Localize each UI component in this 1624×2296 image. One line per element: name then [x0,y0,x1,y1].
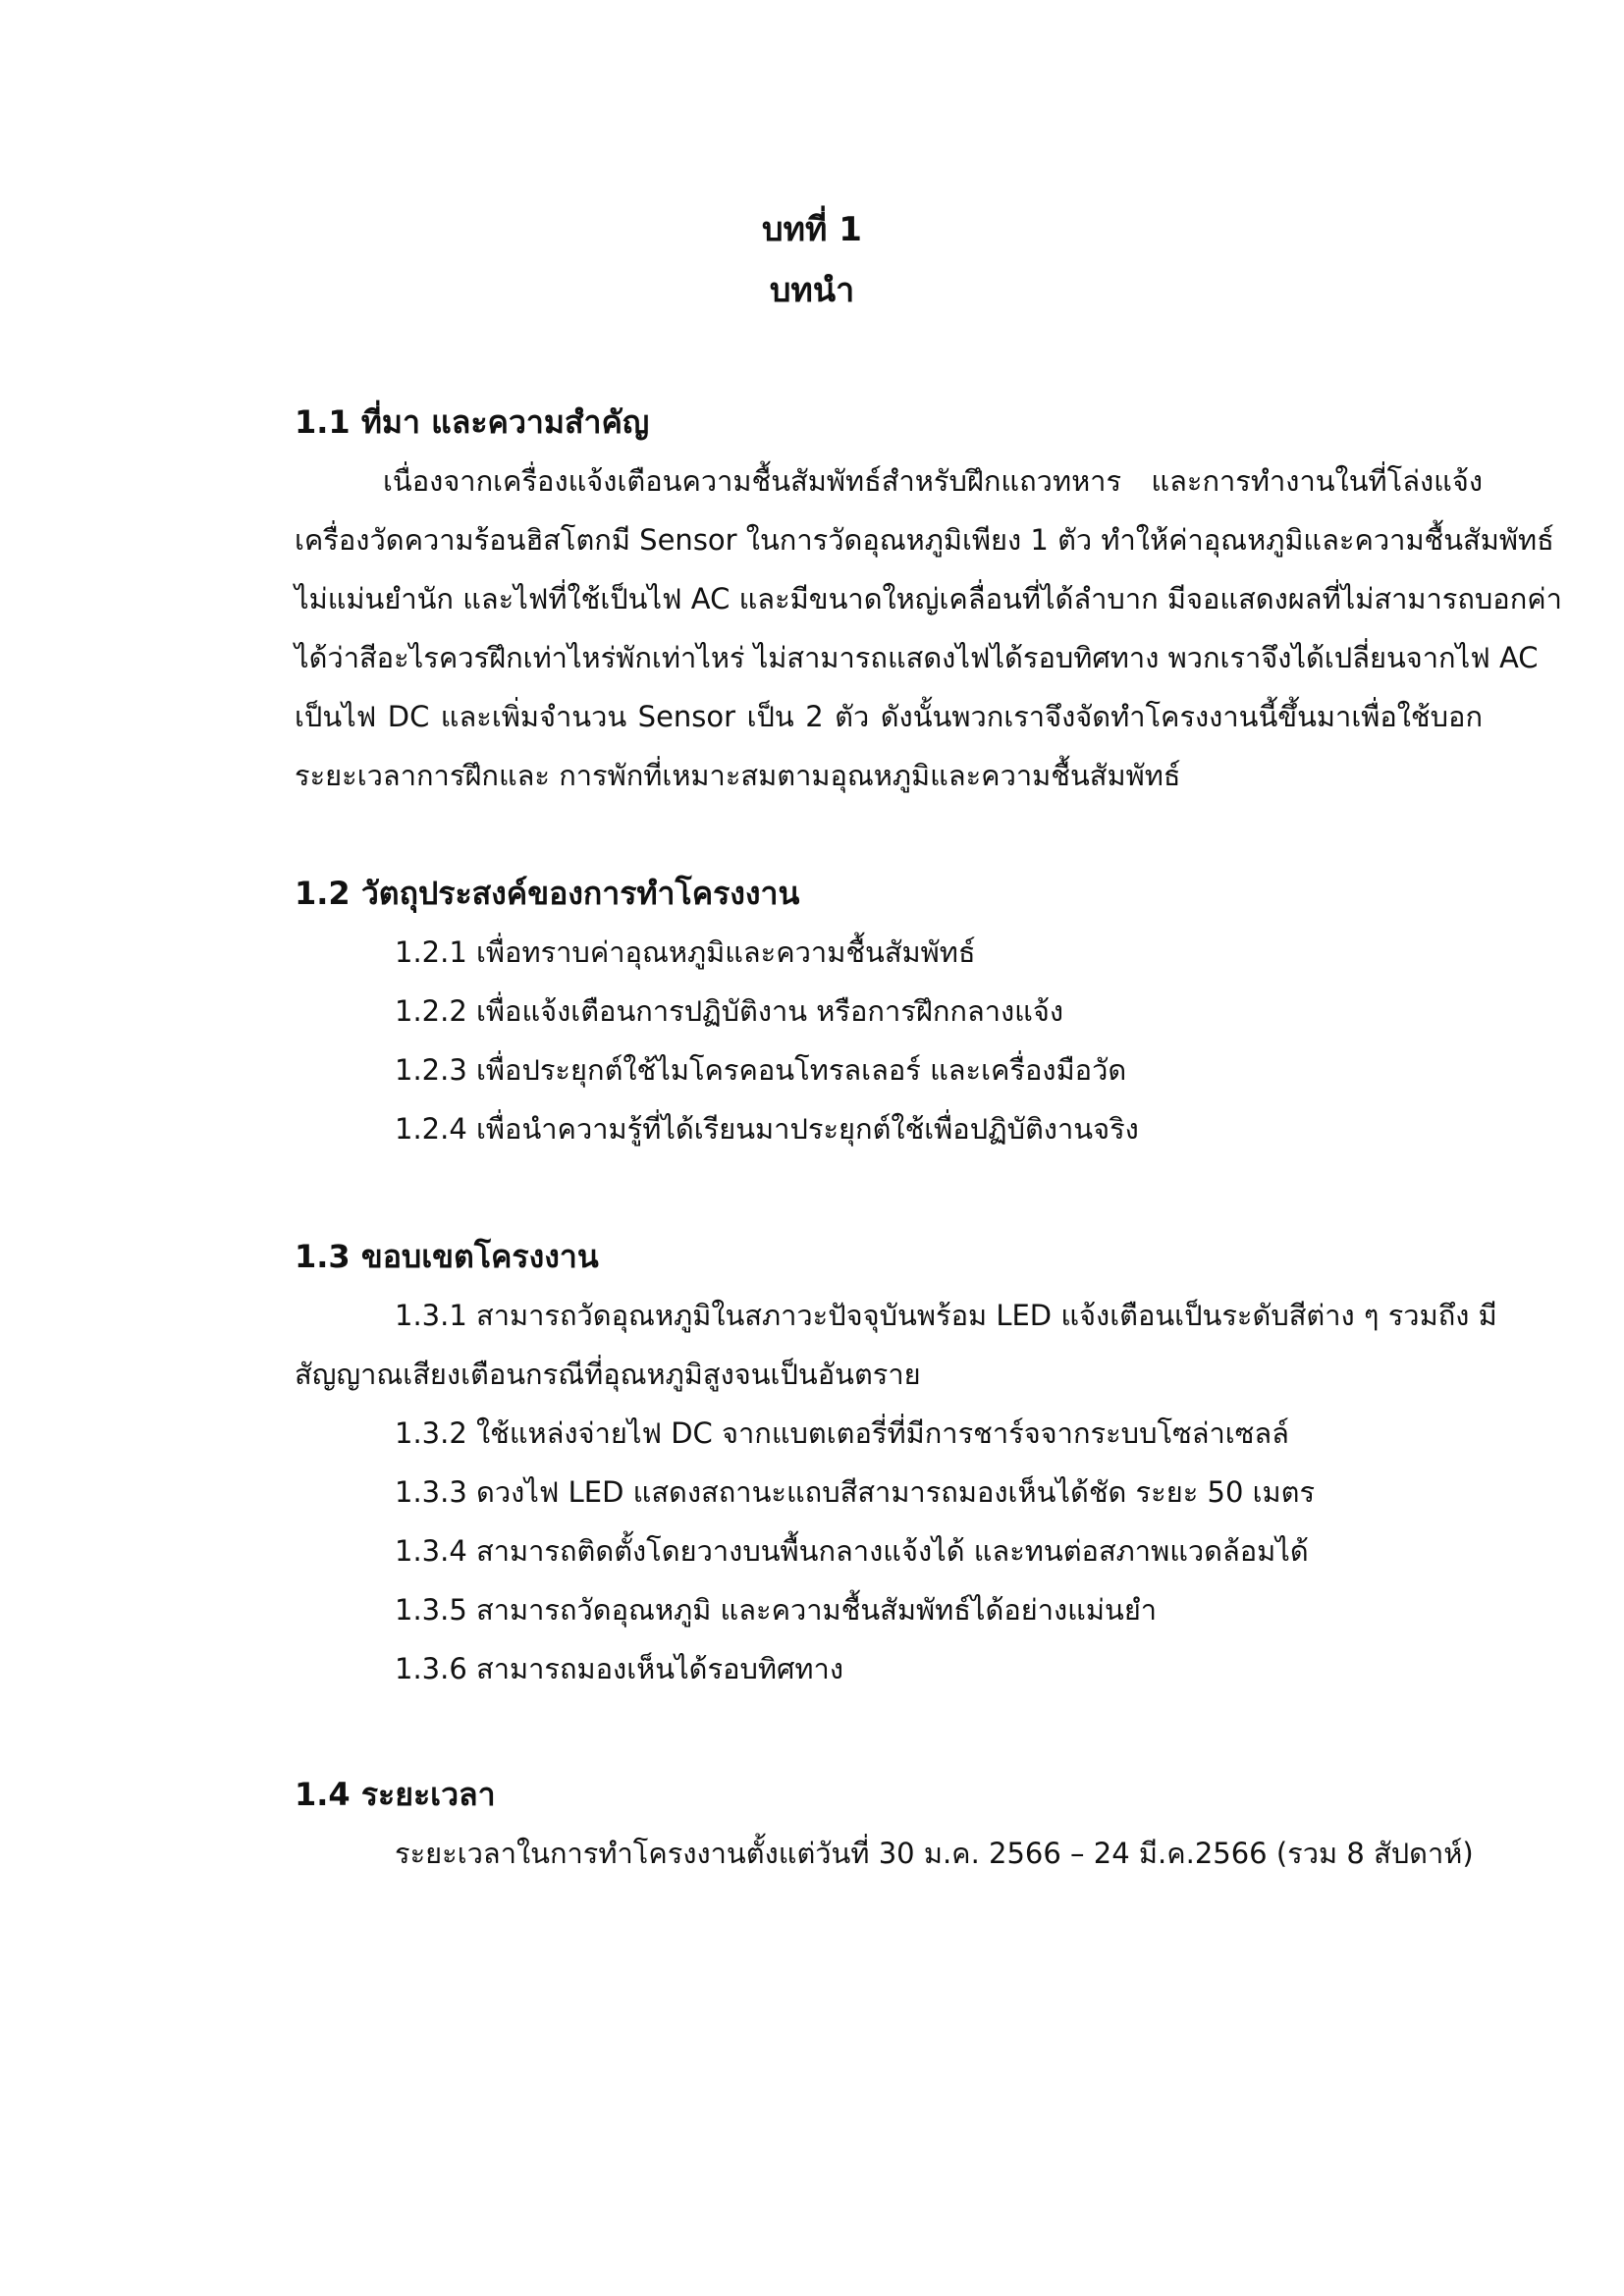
paragraph-line: ไม่แม่นยำนัก และไฟที่ใช้เป็นไฟ AC และมีขนาดใหญ่เคลื่อนที่ได้ลำบาก มีจอแสดงผลที่ไม่สามารถบอกค่า [295,582,1562,615]
list-item-continuation: สัญญาณเสียงเตือนกรณีที่อุณหภูมิสูงจนเป็นอันตราย [295,1358,921,1391]
section-heading-1-2: 1.2 วัตถุประสงค์ของการทำโครงงาน [295,875,800,912]
chapter-title: บทนำ [769,271,855,310]
paragraph-line: เป็นไฟ DC และเพิ่มจำนวน Sensor เป็น 2 ตัว ดังนั้นพวกเราจึงจัดทำโครงงานนี้ขึ้นมาเพื่อใช้บอก [295,700,1483,733]
paragraph-line: ได้ว่าสีอะไรควรฝึกเท่าไหร่พักเท่าไหร่ ไม่สามารถแสดงไฟได้รอบทิศทาง พวกเราจึงได้เปลี่ยนจากไฟ AC [295,641,1539,674]
paragraph-line: เนื่องจากเครื่องแจ้งเตือนความชื้นสัมพัทธ์สำหรับฝึกแถวทหาร และการทำงานในที่โล่งแจ้ง [383,464,1483,498]
list-item: 1.2.2 เพื่อแจ้งเตือนการปฏิบัติงาน หรือการฝึกกลางแจ้ง [395,994,1064,1028]
chapter-number: บทที่ 1 [762,210,862,249]
paragraph-line: เครื่องวัดความร้อนฮิสโตกมี Sensor ในการวัดอุณหภูมิเพียง 1 ตัว ทำให้ค่าอุณหภูมิและความชื้นสัมพัทธ์ [295,523,1554,557]
section-heading-1-1: 1.1 ที่มา และความสำคัญ [295,403,650,441]
list-item: 1.2.4 เพื่อนำความรู้ที่ได้เรียนมาประยุกต์ใช้เพื่อปฏิบัติงานจริง [395,1112,1139,1146]
list-item: 1.3.5 สามารถวัดอุณหภูมิ และความชื้นสัมพัทธ์ได้อย่างแม่นยำ [395,1593,1158,1627]
section-heading-1-4: 1.4 ระยะเวลา [295,1776,496,1813]
list-item: 1.3.1 สามารถวัดอุณหภูมิในสภาวะปัจจุบันพร้อม LED แจ้งเตือนเป็นระดับสีต่าง ๆ รวมถึง มี [395,1299,1497,1332]
section-heading-1-3: 1.3 ขอบเขตโครงงาน [295,1238,599,1275]
list-item: 1.2.1 เพื่อทราบค่าอุณหภูมิและความชื้นสัมพัทธ์ [395,935,976,969]
list-item: 1.3.3 ดวงไฟ LED แสดงสถานะแถบสีสามารถมองเห็นได้ชัด ระยะ 50 เมตร [395,1475,1316,1509]
list-item: 1.3.2 ใช้แหล่งจ่ายไฟ DC จากแบตเตอรี่ที่มีการชาร์จจากระบบโซล่าเซลล์ [395,1416,1289,1450]
list-item: 1.3.6 สามารถมองเห็นได้รอบทิศทาง [395,1652,843,1685]
paragraph-line: ระยะเวลาการฝึกและ การพักที่เหมาะสมตามอุณหภูมิและความชื้นสัมพัทธ์ [295,759,1181,792]
list-item: 1.3.4 สามารถติดตั้งโดยวางบนพื้นกลางแจ้งได้ และทนต่อสภาพแวดล้อมได้ [395,1534,1309,1568]
list-item: 1.2.3 เพื่อประยุกต์ใช้ไมโครคอนโทรลเลอร์ และเครื่องมือวัด [395,1053,1127,1087]
paragraph-line: ระยะเวลาในการทำโครงงานตั้งแต่วันที่ 30 ม.ค. 2566 – 24 มี.ค.2566 (รวม 8 สัปดาห์) [395,1837,1474,1870]
